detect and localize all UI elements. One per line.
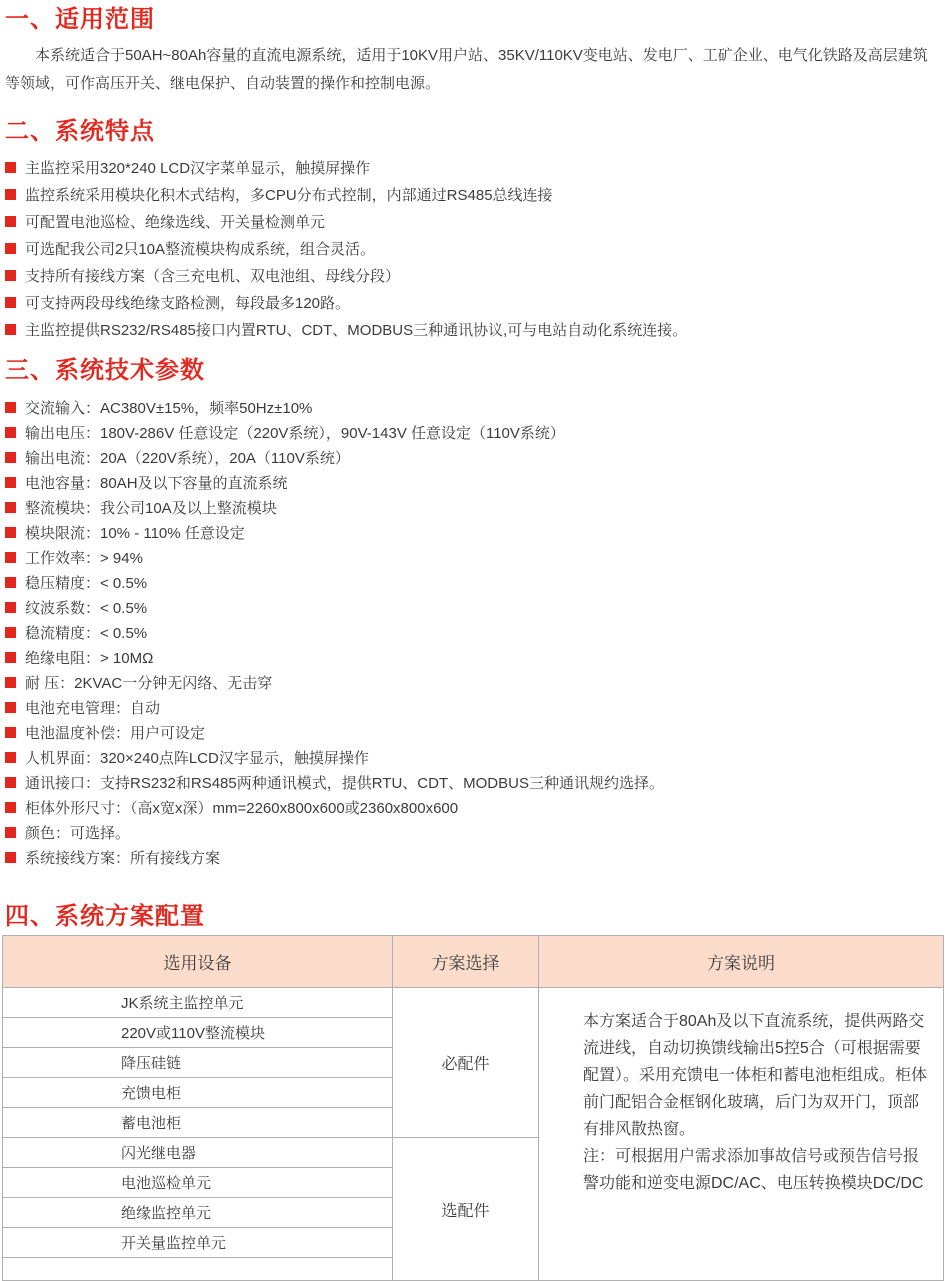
bullet-square-icon (5, 702, 16, 713)
device-cell: 220V或110V整流模块 (3, 1018, 393, 1048)
feature-text: 可选配我公司2只10A整流模块构成系统，组合灵活。 (25, 241, 376, 258)
device-cell: 充馈电柜 (3, 1078, 393, 1108)
parameter-text: 纹波系数：< 0.5% (25, 600, 148, 617)
list-item (5, 545, 940, 570)
bullet-square-icon (5, 324, 16, 335)
feature-text: 主监控采用320*240 LCD汉字菜单显示，触摸屏操作 (25, 160, 371, 177)
list-item (5, 316, 940, 343)
parameter-text: 耐 压：2KVAC一分钟无闪络、无击穿 (25, 675, 273, 692)
list-item (5, 795, 940, 820)
parameter-text: 输出电流：20A（220V系统），20A（110V系统） (25, 450, 350, 467)
bullet-square-icon (5, 727, 16, 738)
device-cell: 蓄电池柜 (3, 1108, 393, 1138)
bullet-square-icon (5, 243, 16, 254)
description-cell (539, 988, 944, 1281)
list-item (5, 289, 940, 316)
bullet-square-icon (5, 527, 16, 538)
description-text: 本方案适合于80Ah及以下直流系统，提供两路交流进线，自动切换馈线输出5控5合（可根据需要配置）。采用充馈电一体柜和蓄电池柜组成。柜体前门配铝合金框钢化玻璃，后门为双开门，顶部有排风散热窗。 (583, 1013, 928, 1138)
config-table (2, 935, 944, 1281)
parameter-text: 颜色：可选择。 (25, 825, 131, 842)
feature-text: 支持所有接线方案（含三充电机、双电池组、母线分段） (25, 268, 401, 285)
parameter-text: 电池温度补偿：用户可设定 (25, 725, 206, 742)
list-item (5, 262, 940, 289)
bullet-square-icon (5, 162, 16, 173)
list-item (5, 495, 940, 520)
list-item (5, 208, 940, 235)
bullet-square-icon (5, 802, 16, 813)
bullet-square-icon (5, 852, 16, 863)
section-heading-config: 四、系统方案配置 (5, 903, 205, 930)
feature-text: 可配置电池巡检、绝缘选线、开关量检测单元 (25, 214, 326, 231)
list-item (5, 645, 940, 670)
column-header-devices: 选用设备 (3, 936, 393, 988)
column-header-description: 方案说明 (539, 936, 944, 988)
parameter-text: 系统接线方案：所有接线方案 (25, 850, 221, 867)
device-cell: 闪光继电器 (3, 1138, 393, 1168)
parameter-text: 电池容量：80AH及以下容量的直流系统 (25, 475, 288, 492)
device-cell: 降压硅链 (3, 1048, 393, 1078)
bullet-square-icon (5, 502, 16, 513)
bullet-square-icon (5, 270, 16, 281)
parameter-text: 稳流精度：< 0.5% (25, 625, 148, 642)
device-cell: 电池巡检单元 (3, 1168, 393, 1198)
list-item (5, 181, 940, 208)
list-item (5, 520, 940, 545)
bullet-square-icon (5, 402, 16, 413)
parameter-text: 人机界面：320×240点阵LCD汉字显示，触摸屏操作 (25, 750, 369, 767)
column-header-choice: 方案选择 (393, 936, 539, 988)
bullet-square-icon (5, 552, 16, 563)
list-item (5, 845, 940, 870)
description-note: 注：可根据用户需求添加事故信号或预告信号报警功能和逆变电源DC/AC、电压转换模块DC/DC (583, 1148, 924, 1192)
list-item (5, 395, 940, 420)
optional-label-cell: 选配件 (393, 1138, 539, 1281)
list-item (5, 770, 940, 795)
bullet-square-icon (5, 827, 16, 838)
bullet-square-icon (5, 297, 16, 308)
parameter-text: 整流模块：我公司10A及以上整流模块 (25, 500, 277, 517)
bullet-square-icon (5, 777, 16, 788)
list-item (5, 445, 940, 470)
parameter-text: 模块限流：10% - 110% 任意设定 (25, 525, 245, 542)
bullet-square-icon (5, 189, 16, 200)
parameter-text: 交流输入：AC380V±15%，频率50Hz±10% (25, 400, 313, 417)
device-cell: 绝缘监控单元 (3, 1198, 393, 1228)
list-item (5, 154, 940, 181)
list-item (5, 570, 940, 595)
parameter-text: 电池充电管理：自动 (25, 700, 161, 717)
parameter-text: 绝缘电阻：> 10MΩ (25, 650, 154, 667)
device-cell (3, 1258, 393, 1281)
device-cell: 开关量监控单元 (3, 1228, 393, 1258)
bullet-square-icon (5, 602, 16, 613)
parameters-list (5, 395, 940, 870)
section-heading-parameters: 三、系统技术参数 (5, 357, 205, 384)
table-row (3, 988, 944, 1018)
features-list (5, 154, 940, 343)
list-item (5, 620, 940, 645)
scope-paragraph: 本系统适合于50AH~80Ah容量的直流电源系统，适用于10KV用户站、35KV/110KV变电站、发电厂、工矿企业、电气化铁路及高层建筑等领域，可作高压开关、继电保护、自动装置的操作和控制电源。 (5, 47, 928, 92)
feature-text: 监控系统采用模块化积木式结构，多CPU分布式控制，内部通过RS485总线连接 (25, 187, 553, 204)
feature-text: 主监控提供RS232/RS485接口内置RTU、CDT、MODBUS三种通讯协议,可与电站自动化系统连接。 (25, 322, 688, 339)
bullet-square-icon (5, 677, 16, 688)
table-header-row (3, 936, 944, 988)
parameter-text: 柜体外形尺寸：（高x宽x深）mm=2260x800x600或2360x800x600 (25, 800, 459, 817)
section-heading-features: 二、系统特点 (5, 118, 155, 145)
parameter-text: 稳压精度：< 0.5% (25, 575, 148, 592)
list-item (5, 470, 940, 495)
list-item (5, 595, 940, 620)
feature-text: 可支持两段母线绝缘支路检测，每段最多120路。 (25, 295, 351, 312)
required-label-cell: 必配件 (393, 988, 539, 1138)
list-item (5, 420, 940, 445)
bullet-square-icon (5, 477, 16, 488)
bullet-square-icon (5, 752, 16, 763)
device-cell: JK系统主监控单元 (3, 988, 393, 1018)
list-item (5, 820, 940, 845)
bullet-square-icon (5, 216, 16, 227)
section-heading-scope: 一、适用范围 (5, 6, 155, 33)
bullet-square-icon (5, 577, 16, 588)
list-item (5, 745, 940, 770)
parameter-text: 通讯接口：支持RS232和RS485两种通讯模式，提供RTU、CDT、MODBUS三种通讯规约选择。 (25, 775, 664, 792)
parameter-text: 工作效率：> 94% (25, 550, 143, 567)
bullet-square-icon (5, 452, 16, 463)
parameter-text: 输出电压：180V-286V 任意设定（220V系统），90V-143V 任意设定（110V系统） (25, 425, 565, 442)
bullet-square-icon (5, 652, 16, 663)
list-item (5, 670, 940, 695)
list-item (5, 720, 940, 745)
bullet-square-icon (5, 427, 16, 438)
list-item (5, 695, 940, 720)
bullet-square-icon (5, 627, 16, 638)
list-item (5, 235, 940, 262)
